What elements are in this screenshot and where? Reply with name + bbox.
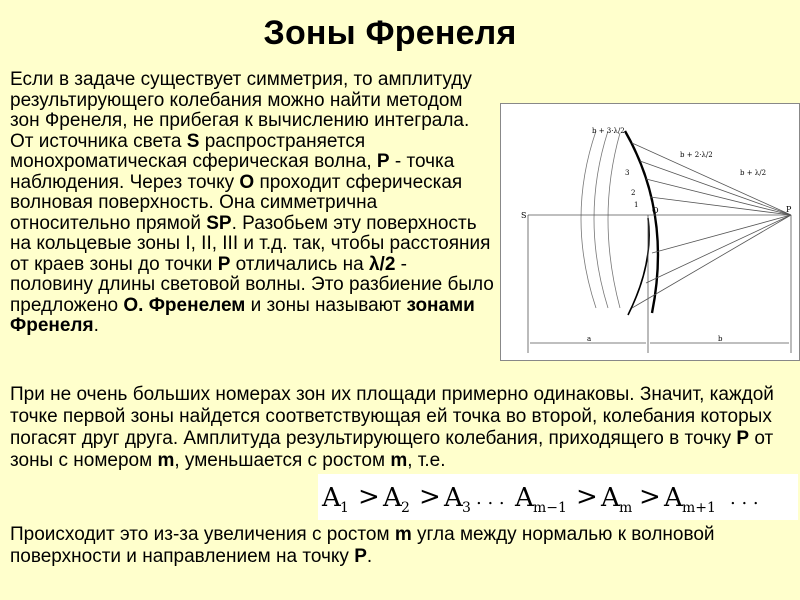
- formula-sub: m: [619, 500, 633, 516]
- text: При не очень больших номерах зон их площади примерно одинаковы. Значит, каждой точке первой зоны найдется соответствующая ей точка во второй, колебания которых погасят друг друга. Амплитуда результирующего колебания, приходящего в точку: [10, 384, 774, 449]
- formula-sub: m+1: [682, 500, 716, 516]
- formula-sub: m−1: [533, 500, 567, 516]
- fresnel-zones-diagram: [500, 103, 800, 361]
- point-s-label: S: [521, 211, 527, 220]
- formula-sub: 1: [340, 500, 349, 516]
- text: - половину длины световой волны. Это разбиение было предложено: [10, 253, 494, 316]
- formula-dots: . . .: [476, 488, 505, 509]
- symbol-p: P: [217, 253, 231, 275]
- formula-dots: . . .: [730, 488, 759, 509]
- formula-a: A: [515, 483, 534, 513]
- paragraph-conclusion: [10, 524, 785, 568]
- formula-a: A: [322, 483, 341, 513]
- symbol-m: m: [157, 450, 175, 471]
- paragraph-amplitude: [10, 384, 785, 472]
- formula-a: A: [601, 483, 620, 513]
- symbol-p: P: [354, 546, 367, 567]
- text: Происходит это из-за увеличения с ростом: [10, 524, 395, 545]
- text: от зоны с номером: [10, 428, 774, 471]
- formula-gt: >: [358, 482, 380, 512]
- paragraph-intro: [10, 70, 495, 337]
- point-o-label: O: [652, 206, 659, 215]
- symbol-p: P: [736, 428, 750, 449]
- zone-number: 2: [631, 189, 636, 197]
- text: , уменьшается с ростом: [174, 450, 391, 471]
- formula-gt: >: [639, 482, 661, 512]
- formula-gt: >: [419, 482, 441, 512]
- page-title: Зоны Френеля: [263, 14, 517, 52]
- symbol-lambda-half: λ/2: [368, 253, 396, 275]
- symbol-p: P: [376, 151, 390, 172]
- text: отличались на: [230, 253, 369, 275]
- text: Если в задаче существует симметрия, то амплитуду результирующего колебания можно найти методом зон Френеля, не прибегая к вычислению интеграла. От источника света: [10, 69, 472, 152]
- formula-a: A: [383, 483, 402, 513]
- fresnel-name: О. Френелем: [123, 294, 246, 316]
- text: , т.е.: [407, 450, 446, 471]
- text: .: [93, 315, 99, 336]
- point-p-label: P: [786, 205, 792, 214]
- dimension-a-label: a: [587, 335, 592, 343]
- text: . Разобьем эту поверхность на кольцевые зоны I, II, III и т.д. так, чтобы расстояния от краев зоны до точки: [10, 212, 491, 275]
- symbol-o: O: [239, 171, 255, 193]
- symbol-m: m: [394, 524, 412, 545]
- amplitude-inequality-formula: [318, 474, 798, 520]
- symbol-s: S: [186, 130, 200, 152]
- symbol-m: m: [390, 450, 408, 471]
- path-label-3: b + 3·λ/2: [592, 127, 625, 135]
- path-label-1: b + λ/2: [740, 169, 767, 177]
- formula-a: A: [664, 483, 683, 513]
- formula-gt: >: [576, 482, 598, 512]
- formula-sub: 3: [462, 500, 471, 516]
- zone-number: 1: [634, 201, 639, 209]
- text: и зоны называют: [245, 294, 407, 316]
- fresnel-zones-term: зонами Френеля: [10, 294, 475, 336]
- zone-number: 3: [625, 169, 630, 177]
- text: проходит сферическая волновая поверхность. Она симметрична относительно прямой: [10, 171, 463, 234]
- dimension-b-label: b: [718, 335, 723, 343]
- text: угла между нормалью к волновой поверхности и направлением на точку: [10, 524, 715, 567]
- text: .: [366, 546, 373, 567]
- text: - точка наблюдения. Через точку: [10, 151, 455, 193]
- formula-sub: 2: [401, 500, 410, 516]
- path-label-2: b + 2·λ/2: [680, 151, 713, 159]
- formula-a: A: [444, 483, 463, 513]
- text: распространяется монохроматическая сферическая волна,: [10, 130, 377, 172]
- symbol-sp: SP: [206, 212, 232, 234]
